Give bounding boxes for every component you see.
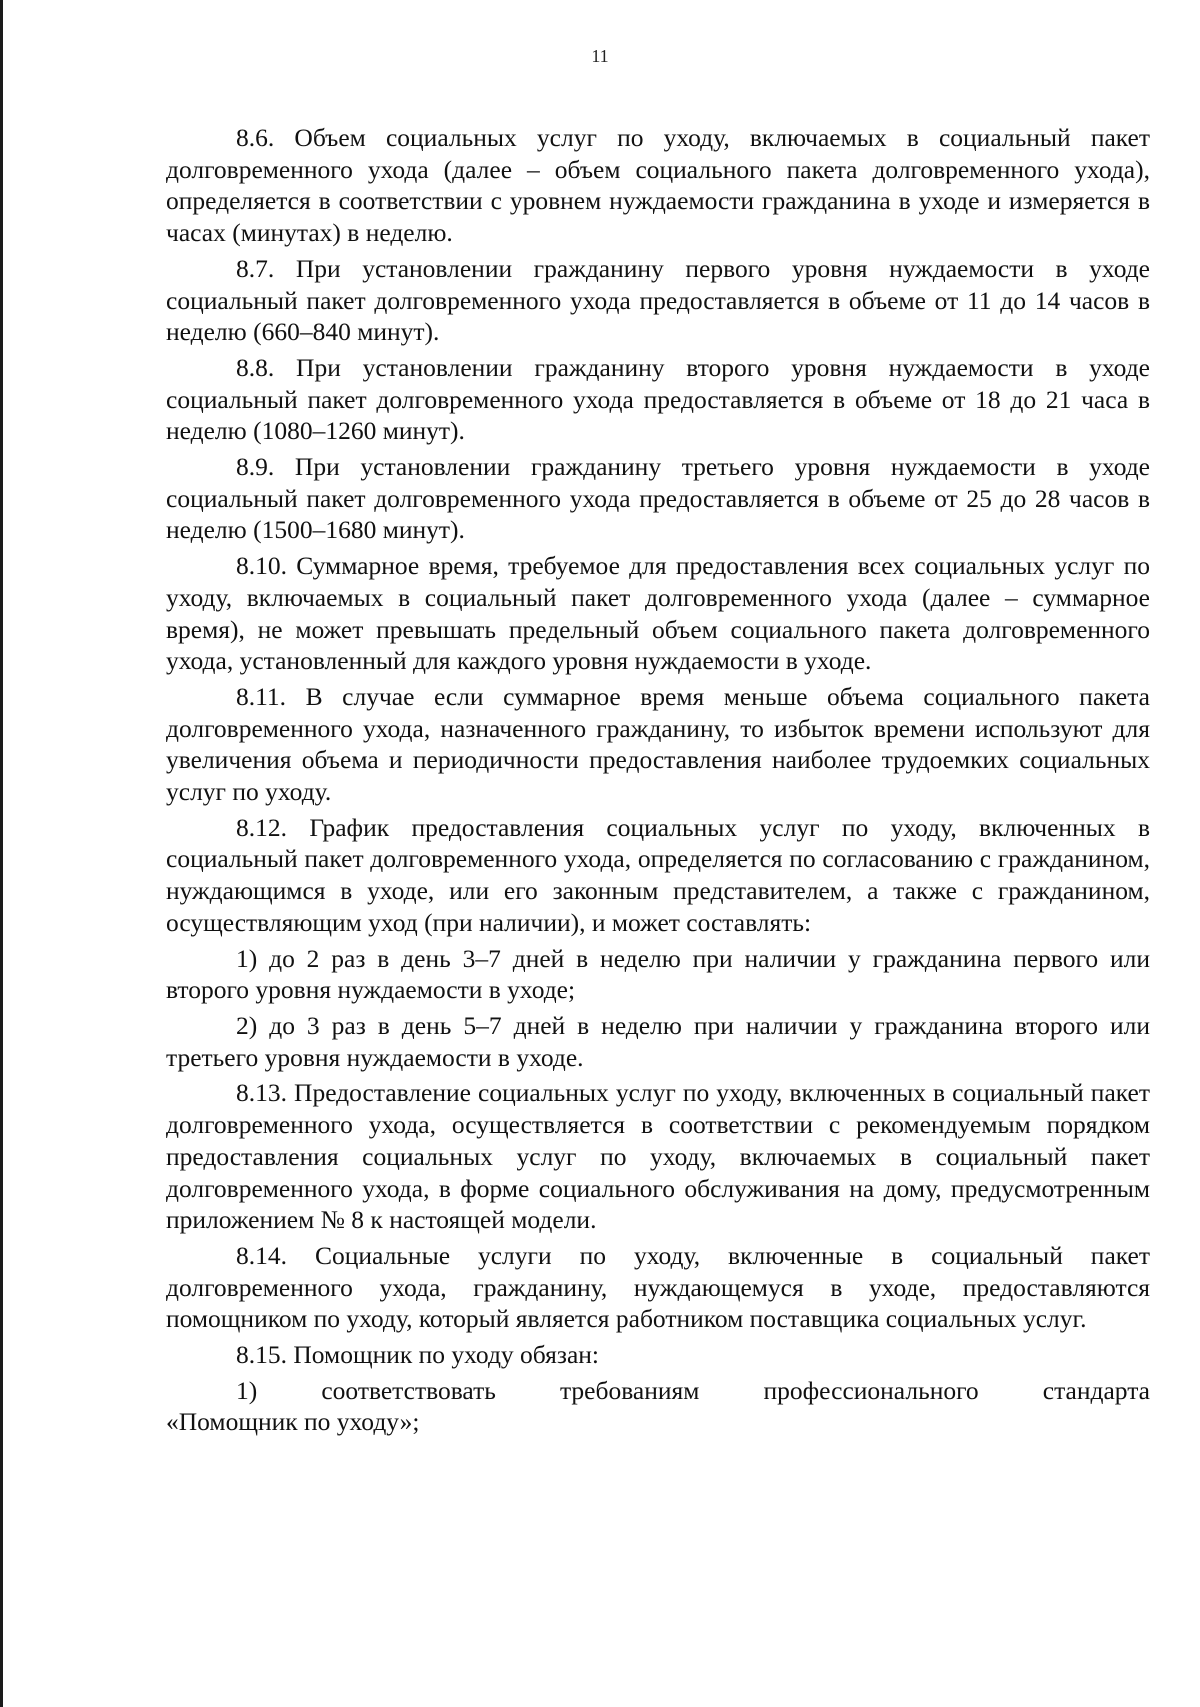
list-item-1: 1) до 2 раз в день 3–7 дней в неделю при наличии у гражданина первого или второго уровня нуждаемости в уходе; bbox=[166, 943, 1150, 1005]
paragraph-8-6: 8.6. Объем социальных услуг по уходу, включаемых в социальный пакет долговременного ухода (далее – объем социального пакета долговременного ухода), определяется в соответствии с уровнем нуждаемости гражданина в уходе и измеряется в часах (минутах) в неделю. bbox=[166, 123, 1150, 248]
duty-item-1-line-1: 1) соответствовать требованиям профессионального стандарта bbox=[236, 1375, 1150, 1405]
paragraph-8-13: 8.13. Предоставление социальных услуг по уходу, включенных в социальный пакет долговременного ухода, осуществляется в соответствии с рекомендуемым порядком предоставления социальных услуг по уходу, включаемых в социальный пакет долговременного ухода, в форме социального обслуживания на дому, предусмотренным приложением № 8 к настоящей модели. bbox=[166, 1078, 1150, 1235]
paragraph-8-7: 8.7. При установлении гражданину первого уровня нуждаемости в уходе социальный пакет долговременного ухода предоставляется в объеме от 11 до 14 часов в неделю (660–840 минут). bbox=[166, 253, 1150, 347]
paragraph-8-14: 8.14. Социальные услуги по уходу, включенные в социальный пакет долговременного ухода, гражданину, нуждающемуся в уходе, предоставляются помощником по уходу, который является работником поставщика социальных услуг. bbox=[166, 1240, 1150, 1334]
page-number: 11 bbox=[591, 46, 609, 66]
paragraph-8-8: 8.8. При установлении гражданину второго уровня нуждаемости в уходе социальный пакет долговременного ухода предоставляется в объеме от 18 до 21 часа в неделю (1080–1260 минут). bbox=[166, 352, 1150, 446]
list-item-2: 2) до 3 раз в день 5–7 дней в неделю при наличии у гражданина второго или третьего уровня нуждаемости в уходе. bbox=[166, 1010, 1150, 1072]
paragraph-8-12: 8.12. График предоставления социальных услуг по уходу, включенных в социальный пакет долговременного ухода, определяется по согласованию с гражданином, нуждающимся в уходе, или его законным представителем, а также с гражданином, осуществляющим уход (при наличии), и может составлять: bbox=[166, 812, 1150, 937]
document-body bbox=[166, 122, 1150, 1438]
scan-edge-line bbox=[0, 0, 3, 1707]
paragraph-8-9: 8.9. При установлении гражданину третьего уровня нуждаемости в уходе социальный пакет долговременного ухода предоставляется в объеме от 25 до 28 часов в неделю (1500–1680 минут). bbox=[166, 452, 1150, 545]
paragraph-8-11: 8.11. В случае если суммарное время меньше объема социального пакета долговременного ухода, назначенного гражданину, то избыток времени используют для увеличения объема и периодичности предоставления наиболее трудоемких социальных услуг по уходу. bbox=[166, 681, 1150, 807]
duty-item-1-line-2: «Помощник по уходу»; bbox=[166, 1407, 420, 1437]
paragraph-8-15: 8.15. Помощник по уходу обязан: bbox=[236, 1340, 599, 1370]
paragraph-8-10: 8.10. Суммарное время, требуемое для предоставления всех социальных услуг по уходу, включаемых в социальный пакет долговременного ухода (далее – суммарное время), не может превышать предельный объем социального пакета долговременного ухода, установленный для каждого уровня нуждаемости в уходе. bbox=[166, 551, 1150, 676]
